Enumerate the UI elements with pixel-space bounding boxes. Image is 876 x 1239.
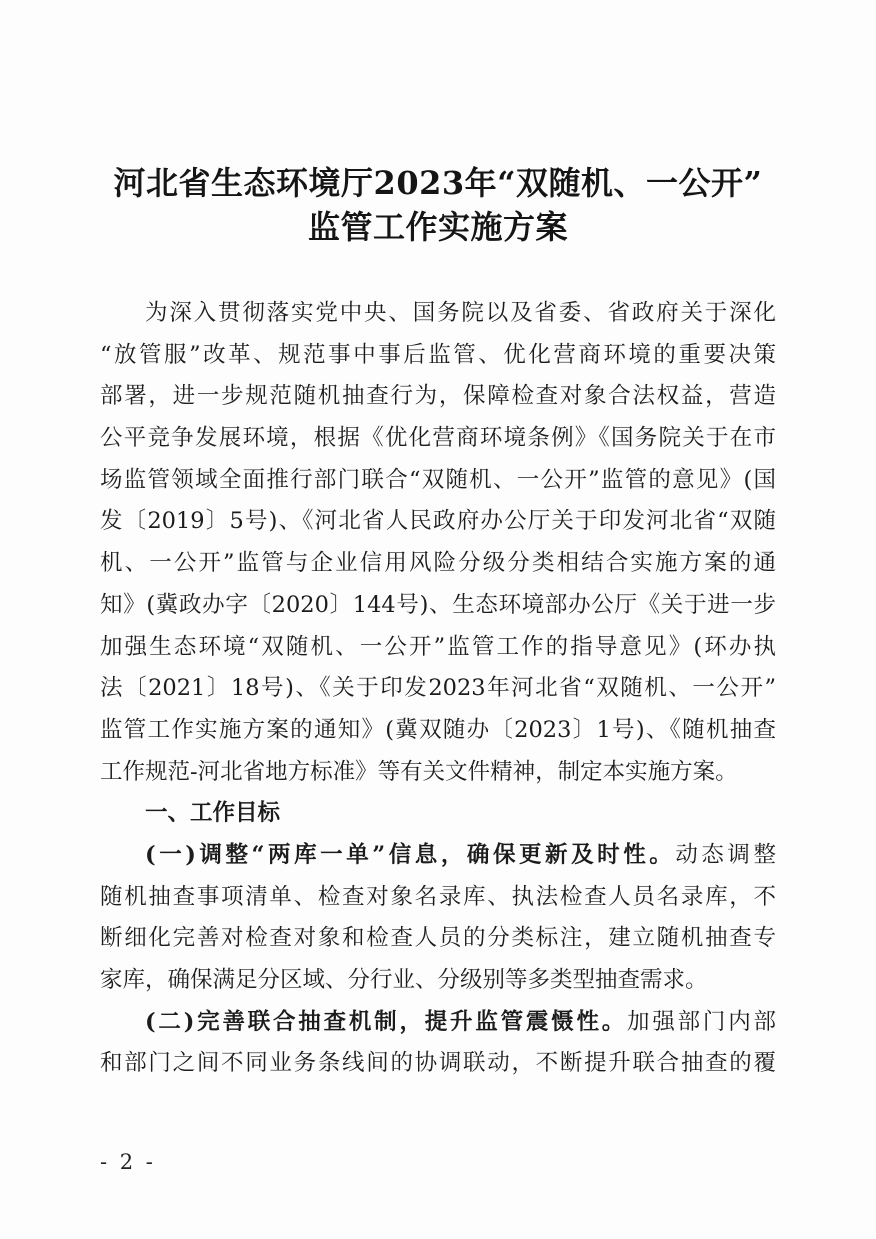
body-line: 为深入贯彻落实党中央、国务院以及省委、省政府关于深化: [145, 300, 776, 326]
body-line: “放管服”改革、规范事中事后监管、优化营商环境的重要决策: [100, 341, 776, 368]
body-line: 知》(冀政办字〔2020〕144号)、生态环境部办公厅《关于进一步: [100, 591, 776, 618]
paragraph-subhead: (一)调整“两库一单”信息，确保更新及时性。: [145, 841, 676, 868]
body-line: 监管工作实施方案的通知》(冀双随办〔2023〕1号)、《随机抽查: [100, 716, 776, 743]
body-line: 机、一公开”监管与企业信用风险分级分类相结合实施方案的通: [100, 550, 776, 577]
paragraph-first-line: [100, 1002, 776, 1044]
document-title-line-1: 河北省生态环境厅2023年“双随机、一公开”: [113, 164, 763, 202]
section-heading: 一、工作目标: [145, 800, 281, 827]
body-line: 随机抽查事项清单、检查对象名录库、执法检查人员名录库，不: [100, 883, 776, 910]
body-line: 加强生态环境“双随机、一公开”监管工作的指导意见》(环办执: [100, 633, 776, 660]
document-body: [100, 293, 776, 1085]
body-line: 部署，进一步规范随机抽查行为，保障检查对象合法权益，营造: [100, 383, 776, 410]
page-number: - 2 -: [100, 1150, 156, 1174]
paragraph-subhead: (二)完善联合抽查机制，提升监管震慑性。: [145, 1008, 628, 1035]
body-line: 发〔2019〕5号)、《河北省人民政府办公厅关于印发河北省“双随: [100, 508, 776, 535]
body-line: 场监管领域全面推行部门联合“双随机、一公开”监管的意见》(国: [100, 466, 776, 493]
paragraph-first-line: [100, 835, 776, 877]
body-line: 和部门之间不同业务条线间的协调联动，不断提升联合抽查的覆: [100, 1050, 776, 1077]
body-line: 公平竞争发展环境，根据《优化营商环境条例》《国务院关于在市: [100, 425, 776, 452]
body-line: 家库，确保满足分区域、分行业、分级别等多类型抽查需求。: [100, 967, 708, 993]
paragraph-text: 加强部门内部: [627, 1008, 776, 1035]
body-line: 法〔2021〕18号)、《关于印发2023年河北省“双随机、一公开”: [100, 675, 776, 702]
body-line: 工作规范-河北省地方标准》等有关文件精神，制定本实施方案。: [100, 758, 738, 785]
body-line: 断细化完善对检查对象和检查人员的分类标注，建立随机抽查专: [100, 925, 776, 952]
paragraph-text: 动态调整: [675, 841, 776, 868]
document-title-line-2: 监管工作实施方案: [307, 208, 568, 246]
